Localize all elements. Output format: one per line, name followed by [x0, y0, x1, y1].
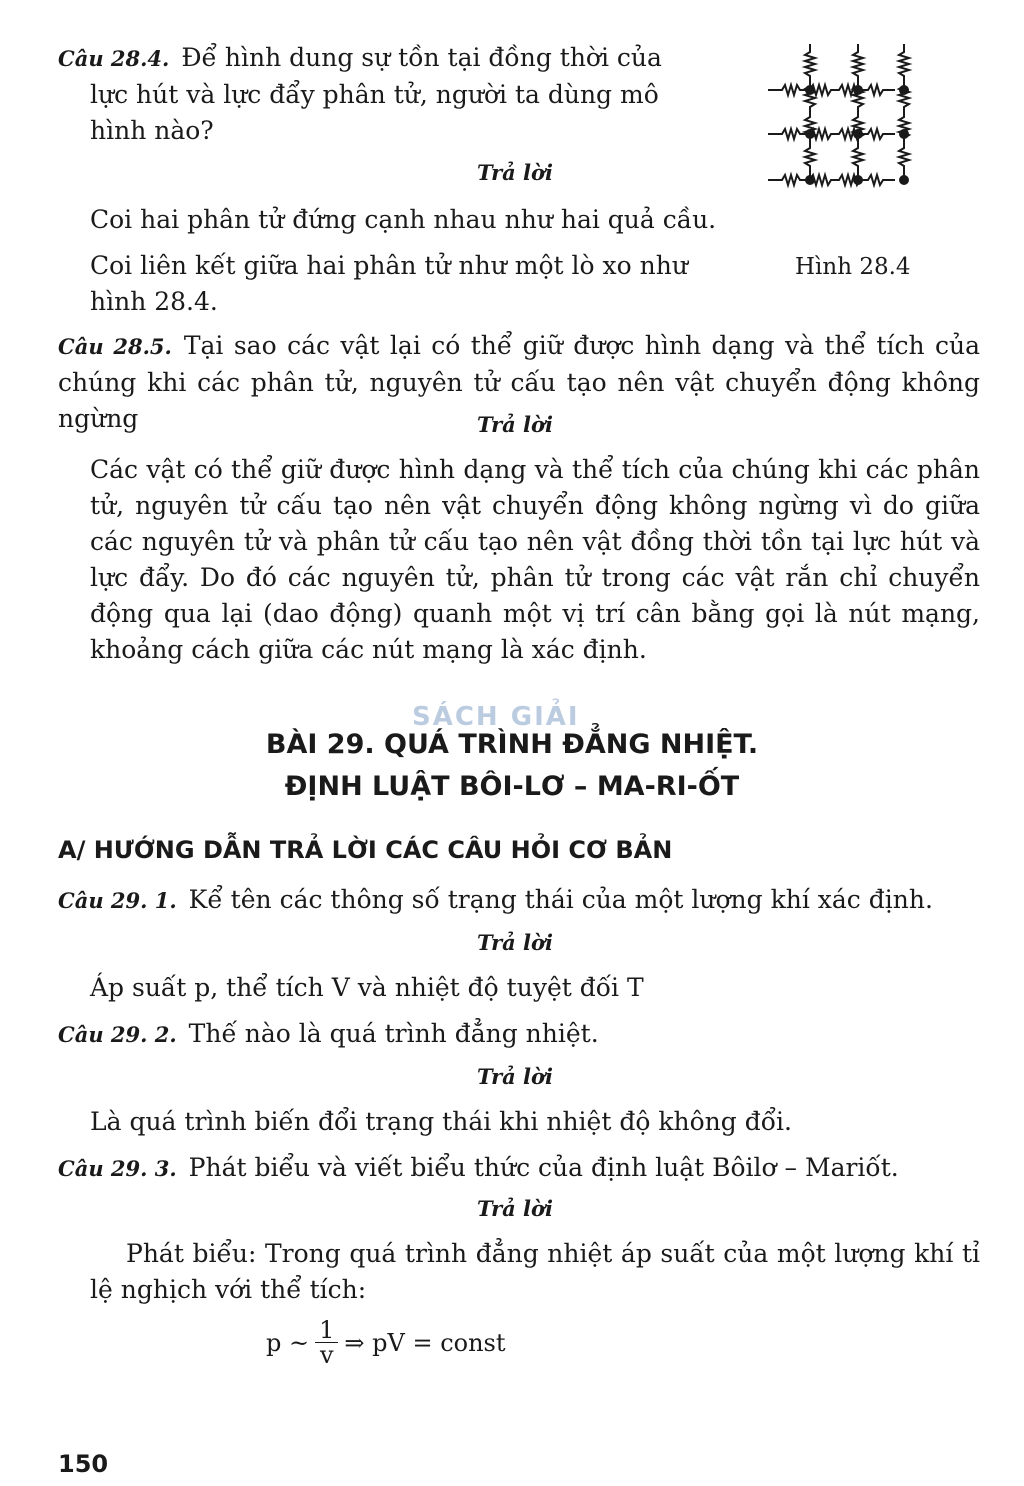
- question-label: Câu 29. 2.: [58, 1022, 177, 1047]
- question-text-line1: Để hình dung sự tồn tại đồng thời của: [181, 43, 662, 72]
- question-text: Tại sao các vật lại có thể giữ được hình dạng và thể tích của chúng khi các phân tử, nguyên tử cấu tạo nên vật chuyển động không ngừng: [58, 331, 980, 433]
- question-text: Phát biểu và viết biểu thức của định luật Bôilơ – Mariốt.: [188, 1153, 899, 1182]
- formula-lhs: p ~: [266, 1328, 310, 1357]
- lesson-title-line1: BÀI 29. QUÁ TRÌNH ĐẲNG NHIỆT.: [265, 729, 759, 760]
- boyle-formula: [266, 1318, 506, 1367]
- answer-28-5: Các vật có thể giữ được hình dạng và thể tích của chúng khi các phân tử, nguyên tử cấu tạo nên vật chuyển động không ngừng vì do giữa các nguyên tử và phân tử cấu tạo nên vật đồng thời tồn tại lực hút và lực đẩy. Do đó các nguyên tử, phân tử trong các vật rắn chỉ chuyển động qua lại (dao động) quanh một vị trí cân bằng gọi là nút mạng, khoảng cách giữa các nút mạng là xác định.: [90, 455, 980, 664]
- question-29-3: [58, 1150, 980, 1187]
- answer-28-4: [90, 202, 720, 320]
- question-29-2: [58, 1016, 980, 1053]
- answer-29-1: Áp suất p, thể tích V và nhiệt độ tuyệt đối T: [90, 973, 644, 1002]
- formula-rhs: ⇒ pV = const: [344, 1328, 506, 1357]
- question-label: Câu 29. 3.: [58, 1156, 177, 1181]
- answer-heading: Trả lời: [476, 1064, 554, 1089]
- formula-fraction: [315, 1318, 338, 1367]
- answer-heading: Trả lời: [476, 930, 554, 955]
- page-number: 150: [58, 1450, 109, 1478]
- answer-29-2: Là quá trình biến đổi trạng thái khi nhiệt độ không đổi.: [90, 1107, 792, 1136]
- question-label: Câu 28.4.: [58, 46, 170, 71]
- answer-heading: Trả lời: [476, 160, 554, 185]
- question-text-rest: lực hút và lực đẩy phân tử, người ta dùng mô hình nào?: [90, 80, 659, 145]
- question-28-4: [58, 40, 702, 149]
- spring-lattice-figure-icon: [766, 42, 950, 232]
- answer-heading: Trả lời: [476, 412, 554, 437]
- lesson-title: [40, 724, 984, 808]
- question-text: Kể tên các thông số trạng thái của một lượng khí xác định.: [188, 885, 933, 914]
- figure-caption: Hình 28.4: [795, 254, 911, 280]
- watermark: SÁCH GIẢI: [412, 702, 580, 732]
- section-title: A/ HƯỚNG DẪN TRẢ LỜI CÁC CÂU HỎI CƠ BẢN: [58, 836, 673, 864]
- answer-29-3: Phát biểu: Trong quá trình đẳng nhiệt áp suất của một lượng khí tỉ lệ nghịch với thể tích:: [90, 1239, 980, 1304]
- lesson-title-line2: ĐỊNH LUẬT BÔI-LƠ – MA-RI-ỐT: [284, 771, 740, 802]
- answer-line2: Coi liên kết giữa hai phân tử như một lò xo như hình 28.4.: [90, 251, 688, 316]
- formula-numerator: 1: [315, 1318, 338, 1343]
- question-label: Câu 29. 1.: [58, 888, 177, 913]
- question-29-1: [58, 882, 980, 919]
- formula-denominator: v: [319, 1341, 334, 1369]
- question-label: Câu 28.5.: [58, 334, 172, 359]
- answer-heading: Trả lời: [476, 1196, 554, 1221]
- answer-line1: Coi hai phân tử đứng cạnh nhau như hai quả cầu.: [90, 205, 717, 234]
- question-text: Thế nào là quá trình đẳng nhiệt.: [188, 1019, 599, 1048]
